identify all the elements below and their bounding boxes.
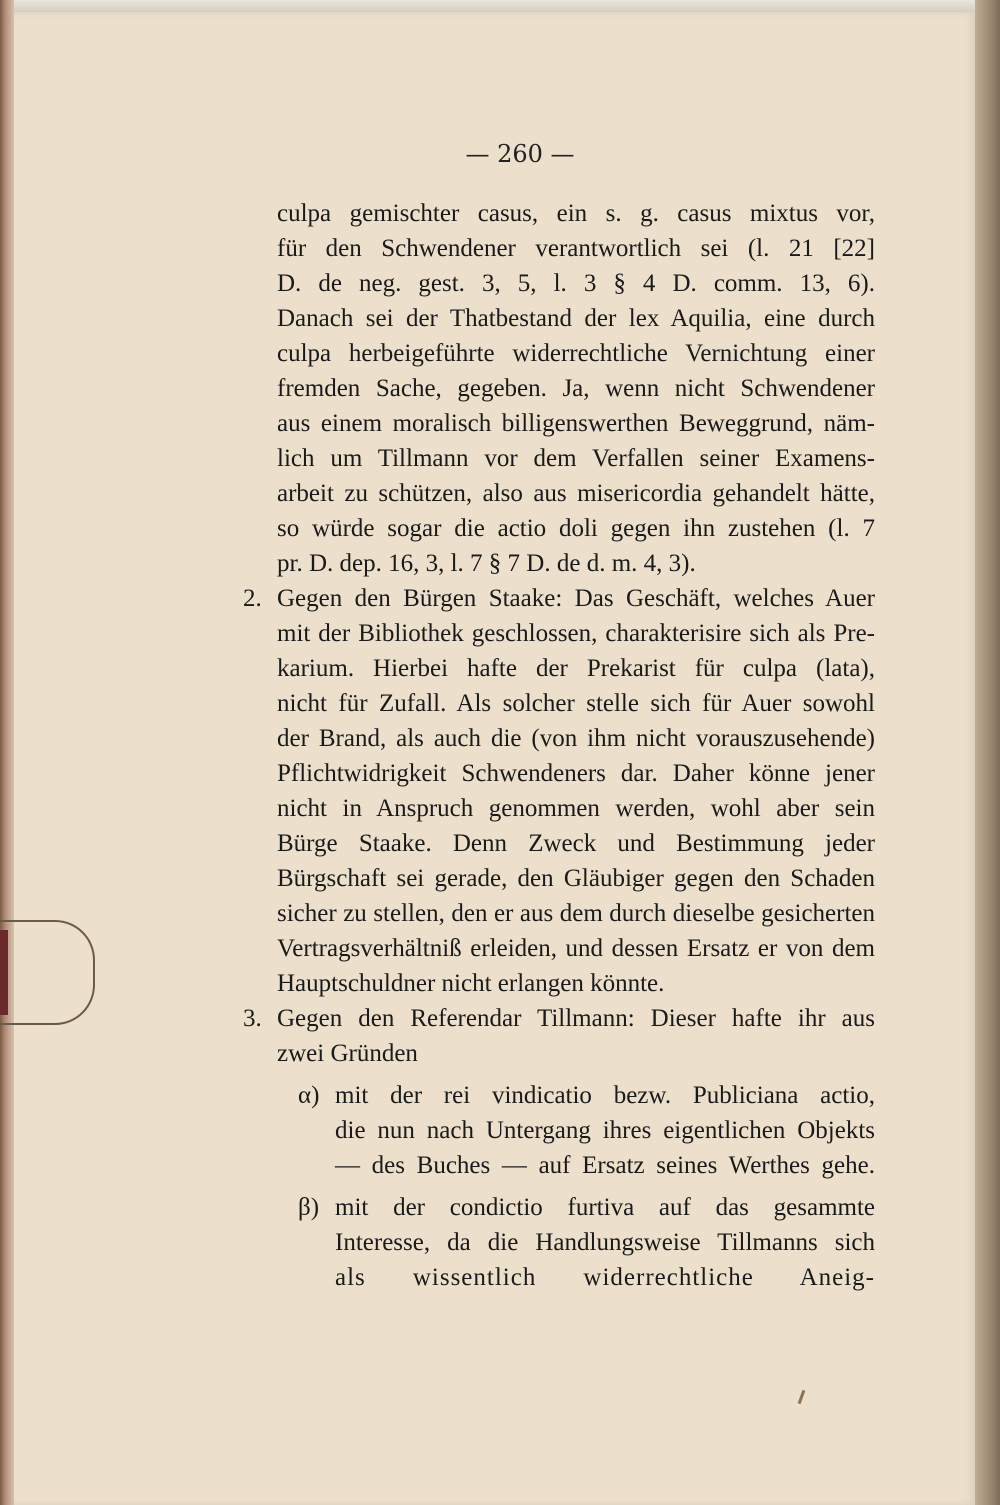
text-line: nicht in Anspruch genommen werden, wohl aber sein [277, 795, 875, 822]
text-line: Pflichtwidrigkeit Schwendeners dar. Daher könne jener [277, 760, 875, 787]
text-line: culpa herbeigeführte widerrechtliche Vernichtung einer [277, 340, 875, 367]
text-line: der Brand, als auch die (von ihm nicht vorauszusehende) [277, 725, 875, 752]
text-line: Bürgschaft sei gerade, den Gläubiger gegen den Schaden [277, 865, 875, 892]
text-line: culpa gemischter casus, ein s. g. casus mixtus vor, [277, 200, 875, 227]
text-line: Hauptschuldner nicht erlangen könnte. [277, 970, 665, 997]
text-line: sicher zu stellen, den er aus dem durch dieselbe gesicherten [277, 900, 875, 927]
list-marker-2: 2. [243, 585, 262, 612]
text-line: arbeit zu schützen, also aus misericordia gehandelt hätte, [277, 480, 875, 507]
text-line: Interesse, da die Handlungsweise Tillmanns sich [335, 1229, 875, 1256]
text-line: Gegen den Referendar Tillmann: Dieser hafte ihr aus [277, 1005, 875, 1032]
text-line: aus einem moralisch billigenswerthen Beweggrund, näm- [277, 410, 875, 437]
text-line: zwei Gründen [277, 1040, 418, 1067]
text-line: Bürge Staake. Denn Zweck und Bestimmung jeder [277, 830, 875, 857]
text-line: die nun nach Untergang ihres eigentlichen Objekts [335, 1117, 875, 1144]
binding-clip-mark [0, 920, 95, 1025]
page-number: — 260 — [465, 140, 575, 168]
list-marker-beta: β) [298, 1194, 320, 1221]
page-fore-edge [975, 0, 1000, 1505]
text-line: mit der rei vindicatio bezw. Publiciana actio, [335, 1082, 875, 1109]
page-left-edge [0, 0, 14, 1505]
text-line: lich um Tillmann vor dem Verfallen seiner Examens- [277, 445, 875, 472]
text-line: Danach sei der Thatbestand der lex Aquilia, eine durch [277, 305, 875, 332]
list-marker-3: 3. [243, 1005, 262, 1032]
text-line: Gegen den Bürgen Staake: Das Geschäft, welches Auer [277, 585, 875, 612]
text-line: fremden Sache, gegeben. Ja, wenn nicht Schwendener [277, 375, 875, 402]
text-line: D. de neg. gest. 3, 5, l. 3 § 4 D. comm. 13, 6). [277, 270, 875, 297]
text-line: so würde sogar die actio doli gegen ihn zustehen (l. 7 [277, 515, 875, 542]
list-marker-alpha: α) [298, 1082, 320, 1109]
text-line: nicht für Zufall. Als solcher stelle sich für Auer sowohl [277, 690, 875, 717]
text-line: mit der Bibliothek geschlossen, charakterisire sich als Pre- [277, 620, 875, 647]
text-line: für den Schwendener verantwortlich sei (l. 21 [22] [277, 235, 875, 262]
text-line: mit der condictio furtiva auf das gesammte [335, 1194, 875, 1221]
text-line: — des Buches — auf Ersatz seines Werthes gehe. [335, 1152, 875, 1179]
text-line: pr. D. dep. 16, 3, l. 7 § 7 D. de d. m. 4, 3). [277, 550, 696, 577]
text-line: karium. Hierbei hafte der Prekarist für culpa (lata), [277, 655, 875, 682]
text-line: Vertragsverhältniß erleiden, und dessen Ersatz er von dem [277, 935, 875, 962]
text-line: als wissentlich widerrechtliche Aneig- [335, 1264, 875, 1291]
